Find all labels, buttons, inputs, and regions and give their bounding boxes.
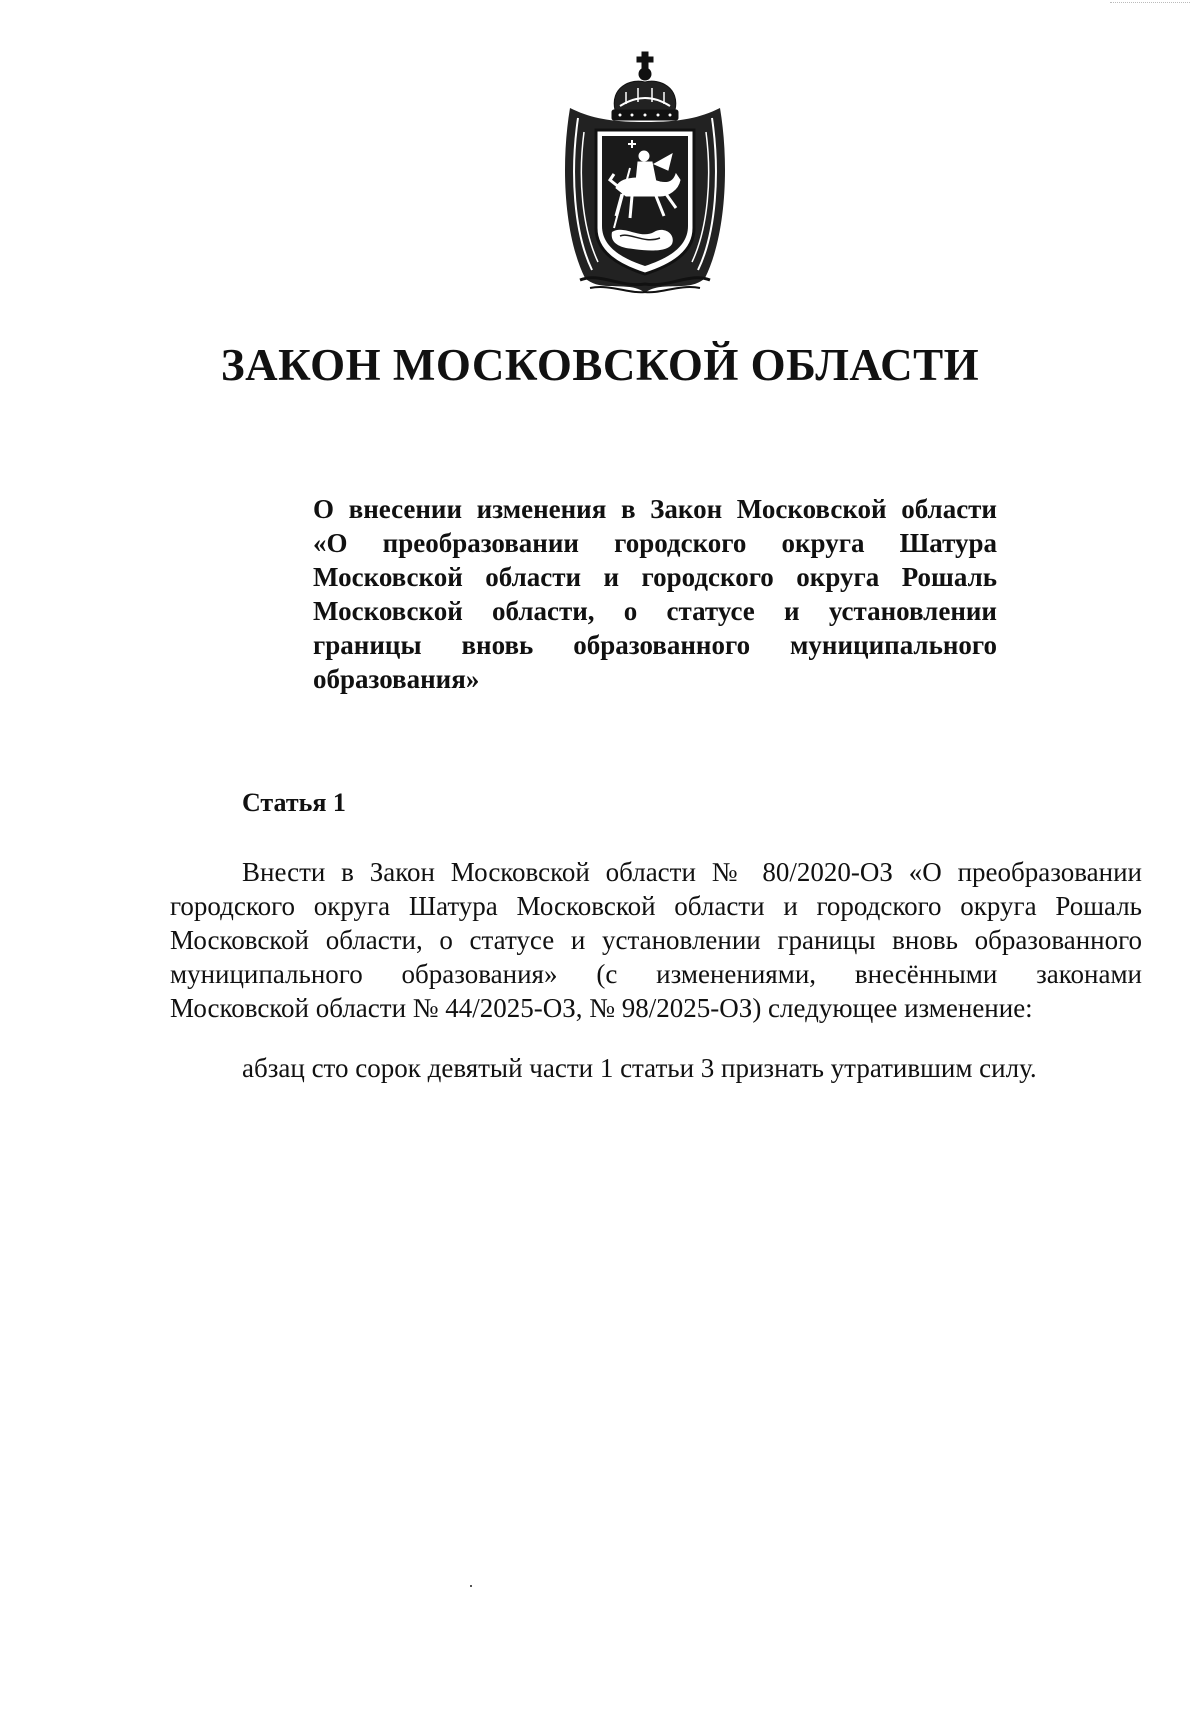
subject-line: О внесении изменения в Закон Московской области [313, 494, 997, 524]
subject-line: границы вновь образованного муниципального [313, 630, 997, 660]
paragraph-line: городского округа Шатура Московской области и городского округа Рошаль [170, 891, 1142, 921]
subject-line: Московской области и городского округа Рошаль [313, 562, 997, 592]
amendment-text: абзац сто сорок девятый части 1 статьи 3 признать утратившим силу. [242, 1053, 1037, 1083]
article-heading: Статья 1 [242, 788, 346, 817]
law-title: ЗАКОН МОСКОВСКОЙ ОБЛАСТИ [220, 340, 980, 390]
scan-speck [470, 1585, 472, 1587]
subject-line: образования» [313, 664, 480, 694]
coat-of-arms-icon [560, 48, 730, 298]
paragraph-line: Московской области, о статусе и установлении границы вновь образованного [170, 925, 1142, 955]
article-paragraph [170, 855, 1142, 1025]
paragraph-line: Московской области № 44/2025-ОЗ, № 98/2025-ОЗ) следующее изменение: [170, 993, 1033, 1023]
scan-artifact [1110, 2, 1190, 6]
law-subject [313, 492, 997, 696]
subject-line: «О преобразовании городского округа Шатура [313, 528, 997, 558]
paragraph-line: Внести в Закон Московской области № 80/2020-ОЗ «О преобразовании [242, 857, 1142, 887]
paragraph-line: муниципального образования» (с изменениями, внесёнными законами [170, 959, 1142, 989]
subject-line: Московской области, о статусе и установлении [313, 596, 997, 626]
